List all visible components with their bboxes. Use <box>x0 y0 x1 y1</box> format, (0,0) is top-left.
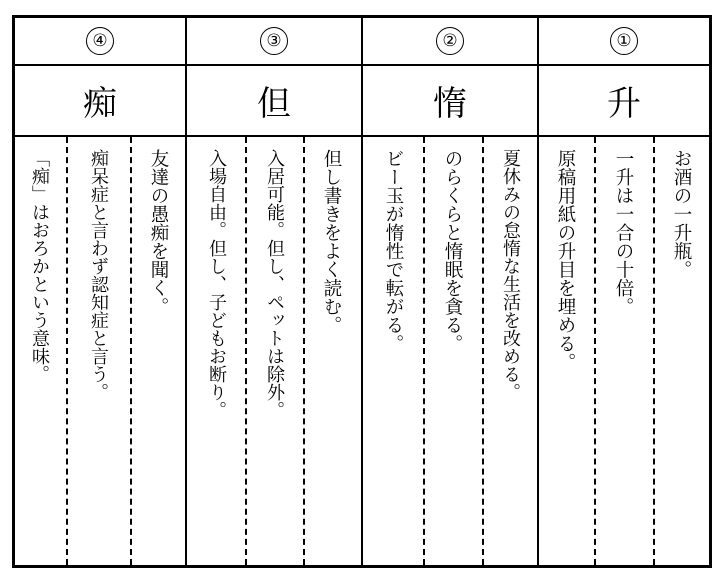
example-sentence: 夏休みの怠惰な生活を改める。 <box>500 149 521 401</box>
circled-number: ① <box>610 27 638 55</box>
number-cell-4 <box>15 18 185 64</box>
circled-number: ④ <box>86 27 114 55</box>
kanji-heading: 升 <box>607 84 641 124</box>
example-sentence: 入場自由。但し、子どもお断り。 <box>206 149 227 419</box>
number-cell-3 <box>187 18 361 64</box>
example-sentences-3 <box>187 137 361 565</box>
example-sentence: 入居可能。但し、ペットは除外。 <box>264 149 285 419</box>
example-sentence: 但し書きをよく読む。 <box>321 149 342 334</box>
example-sentence: 友達の愚痴を聞く。 <box>148 149 169 316</box>
kanji-heading: 痴 <box>83 84 117 124</box>
example-sentence: 痴呆症と言わず認知症と言う。 <box>88 149 109 401</box>
example-sentences-1 <box>539 137 709 565</box>
circled-number: ③ <box>260 27 288 55</box>
example-sentence: ビー玉が惰性で転がる。 <box>383 149 404 353</box>
example-sentence: お酒の一升瓶。 <box>671 149 692 279</box>
example-sentence: のらくらと惰眠を貪る。 <box>442 149 463 353</box>
kanji-heading: 惰 <box>433 84 467 124</box>
example-sentence: 「痴」はおろかという意味。 <box>29 149 50 383</box>
example-sentences-4 <box>15 137 185 565</box>
example-sentences-2 <box>363 137 537 565</box>
circled-number: ② <box>436 27 464 55</box>
number-cell-1 <box>539 18 709 64</box>
dashed-divider <box>66 137 68 565</box>
example-sentence: 一升は一合の十倍。 <box>613 149 634 316</box>
example-sentence: 原稿用紙の升目を埋める。 <box>555 149 576 371</box>
number-cell-2 <box>363 18 537 64</box>
kanji-heading: 但 <box>257 84 291 124</box>
kanji-worksheet-table <box>12 15 712 568</box>
